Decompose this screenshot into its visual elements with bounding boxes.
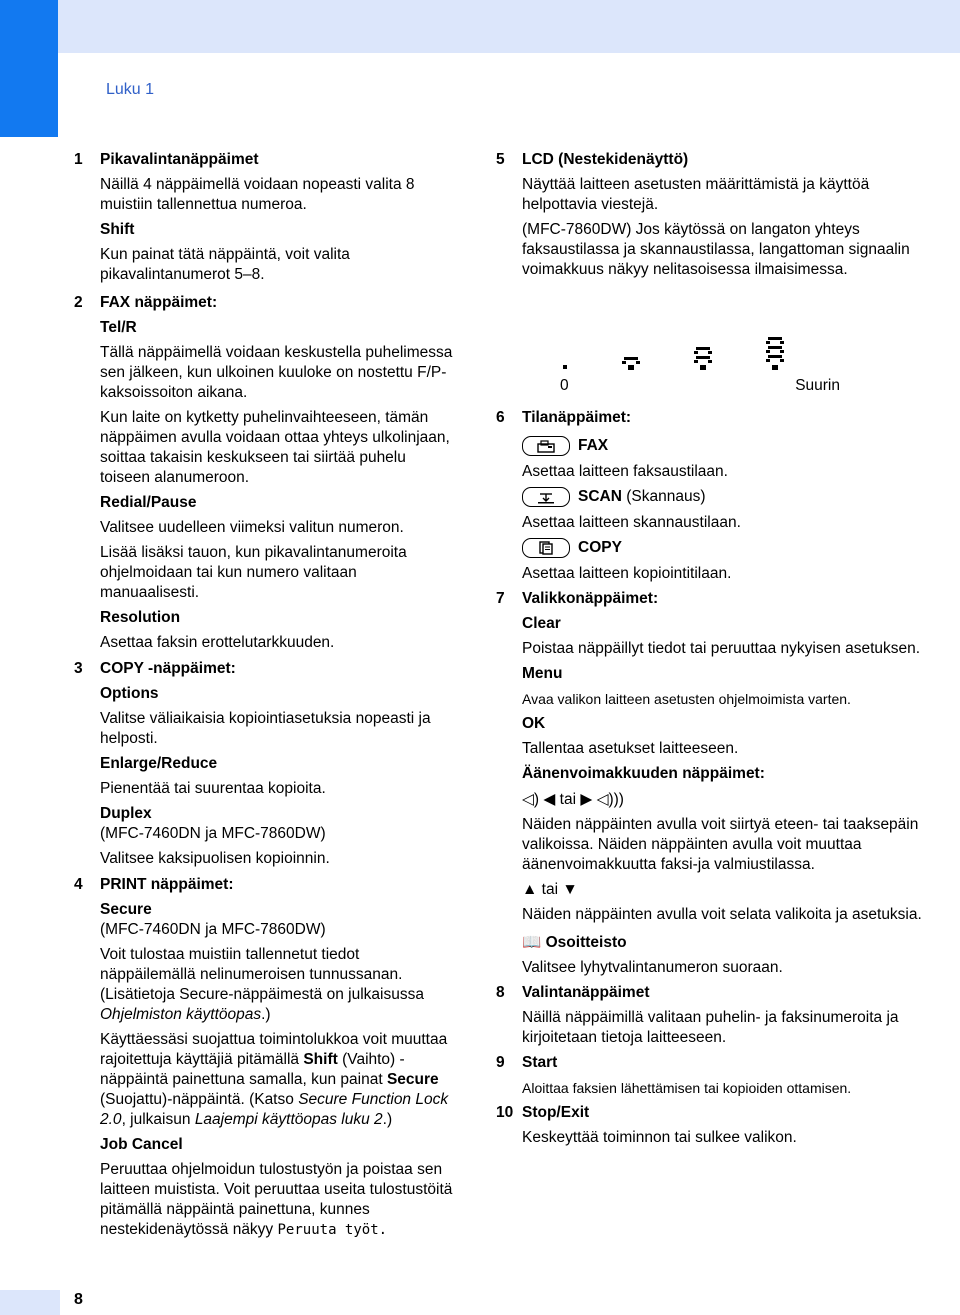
list-item xyxy=(496,408,936,584)
item-title: Start xyxy=(522,1054,558,1071)
volume-high-icon: ◁))) xyxy=(596,791,624,808)
mode-key-label: COPY xyxy=(578,539,622,556)
item-title: LCD (Nestekidenäyttö) xyxy=(522,151,689,168)
model-note: (MFC-7460DN ja MFC-7860DW) xyxy=(100,921,326,938)
text-run: (Suojattu)-näppäintä. (Katso xyxy=(100,1091,294,1108)
list-item xyxy=(496,983,936,1048)
item-desc: Keskeyttää toiminnon tai sulkee valikon. xyxy=(522,1129,797,1146)
fax-key xyxy=(522,436,936,456)
key-desc: Asettaa laitteen kopiointitilaan. xyxy=(522,565,732,582)
key-desc: Asettaa laitteen faksaustilaan. xyxy=(522,463,728,480)
key-desc: Valitsee lyhytvalintanumeron suoraan. xyxy=(522,959,783,976)
key-desc: Asettaa faksin erottelutarkkuuden. xyxy=(100,634,335,651)
item-number: 1 xyxy=(74,151,83,168)
lcd-message: Peruuta työt. xyxy=(277,1222,388,1238)
key-reference: Shift xyxy=(303,1051,338,1068)
signal-scale xyxy=(560,376,840,396)
item-title: Valintanäppäimet xyxy=(522,984,650,1001)
scan-icon xyxy=(522,487,570,507)
updown-keys xyxy=(522,880,936,900)
key-label: OK xyxy=(522,715,546,732)
key-desc xyxy=(100,945,454,1025)
mode-key-label: FAX xyxy=(578,437,609,454)
left-arrow-icon: ◀ xyxy=(543,791,556,808)
signal-level-0-icon xyxy=(562,364,568,370)
signal-level-2-icon xyxy=(694,346,712,370)
right-column xyxy=(496,150,936,1153)
text-run: Voit tulostaa muistiin tallennetut tiedot näppäilemällä nelinumeroisen tunnussanan. (Lisätietoja Secure-näppäimestä on julkaisussa xyxy=(100,946,424,1003)
key-desc: Valitse väliaikaisia kopiointiasetuksia nopeasti ja helposti. xyxy=(100,710,431,747)
page-tab xyxy=(0,1290,60,1315)
scan-key xyxy=(522,487,936,507)
text-run: .) xyxy=(261,1006,271,1023)
list-item xyxy=(496,150,936,396)
item-number: 6 xyxy=(496,409,505,426)
list-item xyxy=(496,1053,936,1098)
key-desc: Pienentää tai suurentaa kopioita. xyxy=(100,780,326,797)
left-column xyxy=(74,150,454,1245)
up-arrow-icon: ▲ xyxy=(522,881,538,898)
item-number: 4 xyxy=(74,876,83,893)
item-title: Pikavalintanäppäimet xyxy=(100,151,259,168)
item-desc: Näyttää laitteen asetusten määrittämistä ja käyttöä helpottavia viestejä. xyxy=(522,176,870,213)
volume-low-icon: ◁) xyxy=(522,791,540,808)
key-desc: Näiden näppäinten avulla voit selata valikoita ja asetuksia. xyxy=(522,906,922,923)
item-title: FAX näppäimet: xyxy=(100,294,218,311)
item-desc: Näillä 4 näppäimellä voidaan nopeasti valita 8 muistiin tallennettua numeroa. xyxy=(100,176,415,213)
mode-key-note: (Skannaus) xyxy=(626,488,706,505)
text-run: , julkaisun xyxy=(121,1111,191,1128)
page-number: 8 xyxy=(74,1291,83,1308)
item-number: 10 xyxy=(496,1104,514,1121)
item-desc: (MFC-7860DW) Jos käytössä on langaton yhteys faksaustilassa ja skannaustilassa, langattoman signaalin voimakkuus näkyy nelitasoisessa ilmaisimessa. xyxy=(522,221,910,278)
item-title: PRINT näppäimet: xyxy=(100,876,234,893)
item-title: COPY -näppäimet: xyxy=(100,660,236,677)
doc-reference: Ohjelmiston käyttöopas xyxy=(100,1006,262,1023)
key-desc: Poistaa näppäillyt tiedot tai peruuttaa nykyisen asetuksen. xyxy=(522,640,921,657)
item-number: 2 xyxy=(74,294,83,311)
item-desc: Näillä näppäimillä valitaan puhelin- ja faksinumeroita ja kirjoitetaan tietoja laitteeseen. xyxy=(522,1009,899,1046)
key-desc: Tällä näppäimellä voidaan keskustella puhelimessa sen jälkeen, kun ulkoinen kuuloke on nostettu F/P-kaksoissoiton aikana. xyxy=(100,344,453,401)
key-desc: Tallentaa asetukset laitteeseen. xyxy=(522,740,739,757)
key-desc: Valitsee uudelleen viimeksi valitun numeron. xyxy=(100,519,404,536)
signal-strength-indicators xyxy=(562,332,936,370)
item-title: Tilanäppäimet: xyxy=(522,409,632,426)
list-item xyxy=(496,589,936,978)
text-run: (Vaihto) -näppäintä painettuna samalla, kun painat xyxy=(100,1051,405,1088)
text-run: Käyttäessäsi suojattua toimintolukkoa voit muuttaa rajoitettuja käyttäjiä pitämällä xyxy=(100,1031,448,1068)
key-desc: Kun laite on kytketty puhelinvaihteeseen, tämän näppäimen avulla voidaan ottaa yhteys ulkolinjaan, soittaa takaisin keskukseen tai siirtää puhelu toiseen alanumeroon. xyxy=(100,409,450,486)
text-run: Peruuttaa ohjelmoidun tulostustyön ja poistaa sen laitteen muistista. Voit peruuttaa useita tulostustöitä pitämällä näppäintä painettuna, kunnes nestekidenäytössä näkyy xyxy=(100,1161,453,1238)
key-label: Shift xyxy=(100,221,135,238)
chapter-label: Luku 1 xyxy=(106,81,155,98)
key-label: Äänenvoimakkuuden näppäimet: xyxy=(522,765,765,782)
fax-icon xyxy=(522,436,570,456)
copy-icon xyxy=(522,538,570,558)
key-desc: Kun painat tätä näppäintä, voit valita pikavalintanumerot 5–8. xyxy=(100,246,350,283)
model-note: (MFC-7460DN ja MFC-7860DW) xyxy=(100,825,326,842)
copy-key xyxy=(522,538,936,558)
chapter-tab xyxy=(0,0,58,137)
list-item xyxy=(74,875,454,1240)
text-run: tai xyxy=(541,881,559,898)
key-label: Clear xyxy=(522,615,561,632)
scale-min-label: 0 xyxy=(560,377,569,394)
key-desc: Avaa valikon laitteen asetusten ohjelmoimista varten. xyxy=(522,691,851,707)
key-desc xyxy=(100,1160,454,1240)
volume-keys xyxy=(522,790,936,810)
key-label: Options xyxy=(100,685,159,702)
item-number: 7 xyxy=(496,590,505,607)
item-number: 3 xyxy=(74,660,83,677)
key-desc: Valitsee kaksipuolisen kopioinnin. xyxy=(100,850,330,867)
doc-reference: Secure Function Lock 2.0 xyxy=(100,1091,449,1128)
key-desc: Näiden näppäinten avulla voit siirtyä eteen- tai taaksepäin valikoissa. Näiden näppäinten avulla voit muuttaa äänenvoimakkuutta faksi-ja valmiustilassa. xyxy=(522,816,919,873)
item-number: 9 xyxy=(496,1054,505,1071)
key-label: Job Cancel xyxy=(100,1136,183,1153)
down-arrow-icon: ▼ xyxy=(562,881,578,898)
text-run: tai xyxy=(559,791,577,808)
item-desc: Aloittaa faksien lähettämisen tai kopioiden ottamisen. xyxy=(522,1080,852,1096)
item-number: 8 xyxy=(496,984,505,1001)
list-item xyxy=(74,659,454,869)
doc-reference: Laajempi käyttöopas luku 2 xyxy=(194,1111,383,1128)
item-number: 5 xyxy=(496,151,505,168)
signal-level-3-icon xyxy=(766,336,784,370)
mode-key-label: SCAN xyxy=(578,488,622,505)
key-reference: Secure xyxy=(386,1071,439,1088)
address-book-key xyxy=(522,933,936,953)
list-item xyxy=(74,150,454,285)
address-book-icon: 📖 xyxy=(522,934,542,951)
key-label: Tel/R xyxy=(100,319,137,336)
list-item xyxy=(496,1103,936,1148)
right-arrow-icon: ▶ xyxy=(580,791,593,808)
key-label: Enlarge/Reduce xyxy=(100,755,218,772)
key-desc: Asettaa laitteen skannaustilaan. xyxy=(522,514,741,531)
key-desc: Lisää lisäksi tauon, kun pikavalintanumeroita ohjelmoidaan tai kun numero valitaan manuaalisesti. xyxy=(100,544,407,601)
key-label: Secure xyxy=(100,901,152,918)
header-band xyxy=(58,0,960,53)
key-label: Redial/Pause xyxy=(100,494,197,511)
signal-level-1-icon xyxy=(622,356,640,370)
item-title: Stop/Exit xyxy=(522,1104,590,1121)
scale-max-label: Suurin xyxy=(795,377,840,394)
list-item xyxy=(74,293,454,653)
key-label: Menu xyxy=(522,665,563,682)
key-label: Duplex xyxy=(100,805,152,822)
key-label: Osoitteisto xyxy=(545,934,627,951)
key-desc xyxy=(100,1030,454,1130)
key-label: Resolution xyxy=(100,609,181,626)
item-title: Valikkonäppäimet: xyxy=(522,590,659,607)
text-run: .) xyxy=(382,1111,393,1128)
